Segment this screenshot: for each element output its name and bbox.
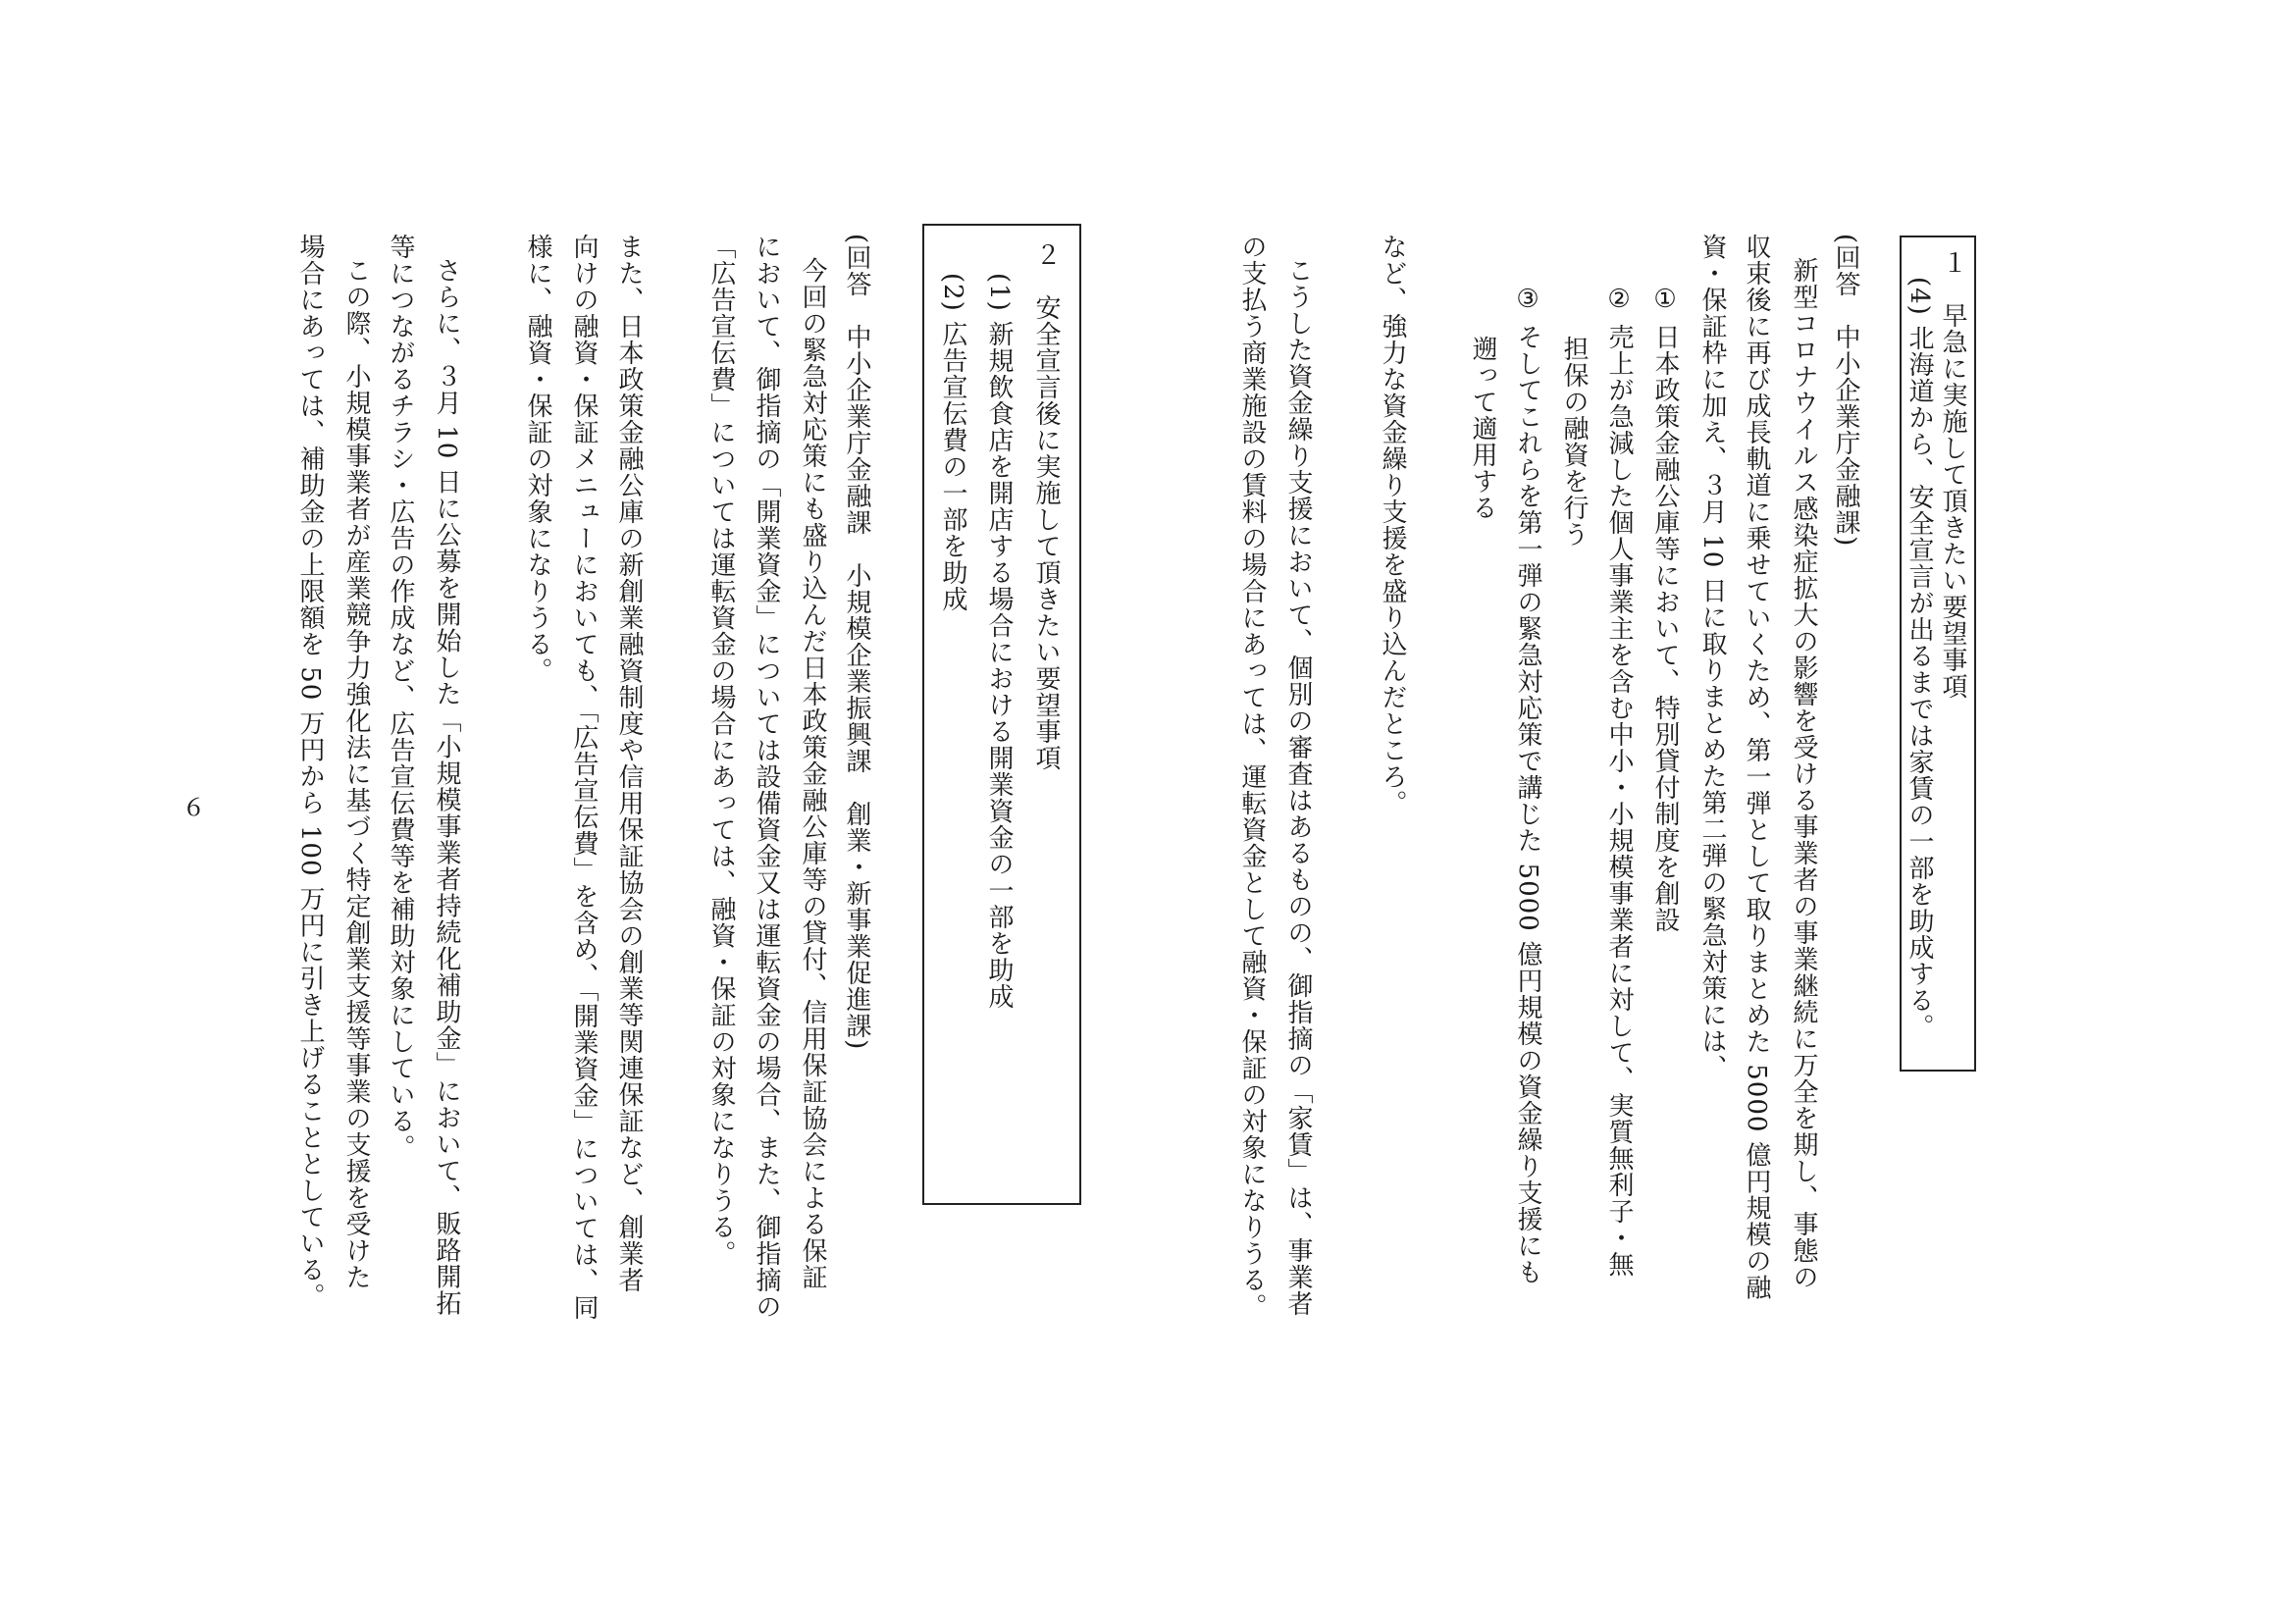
answer2-line-10: 場合にあっては、補助金の上限額を 50 万円から 100 万円に引き上げることとしている。	[295, 234, 325, 1310]
answer2-line-7: さらに、３月 10 日に公募を開始した「小規模事業者持続化補助金」において、販路開拓	[432, 257, 461, 1317]
answer1-line-6: 担保の融資を行う	[1559, 336, 1589, 548]
answer1-line-3: 資・保証枠に加え、３月 10 日に取りまとめた第二弾の緊急対策には、	[1697, 234, 1727, 1081]
answer1-line-7: ③ そしてこれらを第一弾の緊急対応策で講じた 5000 億円規模の資金繰り支援にも	[1513, 285, 1542, 1285]
answer2-line-2: において、御指摘の「開業資金」については設備資金又は運転資金の場合、また、御指摘の	[752, 234, 781, 1320]
answer1-line-10: こうした資金繰り支援において、個別の審査はあるものの、御指摘の「家賃」は、事業者	[1283, 257, 1313, 1317]
section1-item-4: (4) 北海道から、安全宣言が出るまでは家賃の一部を助成する。	[1905, 277, 1934, 1041]
section2-item-2: (2) 広告宣伝費の一部を助成	[938, 273, 967, 613]
answer1-line-2: 収束後に再び成長軌道に乗せていくため、第一弾として取りまとめた 5000 億円規模の融	[1742, 234, 1771, 1301]
page-number: ６	[178, 795, 205, 818]
answer2-line-5: 向けの融資・保証メニューにおいても、「広告宣伝費」を含め、「開業資金」については、同	[569, 234, 599, 1321]
answer1-line-11: の支払う商業施設の賃料の場合にあっては、運転資金として融資・保証の対象になりうる。	[1237, 234, 1267, 1320]
answer2-line-3: 「広告宣伝費」については運転資金の場合にあっては、融資・保証の対象になりうる。	[706, 234, 736, 1267]
section1-answer-label: (回答 中小企業庁金融課)	[1831, 234, 1860, 548]
answer1-line-1: 新型コロナウイルス感染症拡大の影響を受ける事業者の事業継続に万全を期し、事態の	[1789, 257, 1818, 1290]
answer1-line-8: 遡って適用する	[1468, 336, 1497, 521]
answer2-line-8: 等につながるチラシ・広告の作成など、広告宣伝費等を補助対象にしている。	[386, 234, 415, 1161]
answer2-line-6: 様に、融資・保証の対象になりうる。	[523, 234, 552, 684]
answer1-line-9: など、強力な資金繰り支援を盛り込んだところ。	[1378, 234, 1407, 816]
section2-answer-label: (回答 中小企業庁金融課 小規模企業振興課 創業・新事業促進課)	[842, 234, 871, 1051]
answer1-line-4: ① 日本政策金融公庫等において、特別貸付制度を創設	[1650, 285, 1680, 934]
section2-heading: ２ 安全宣言後に実施して頂きたい要望事項	[1031, 241, 1061, 771]
answer1-line-5: ② 売上が急減した個人事業主を含む中小・小規模事業者に対して、実質無利子・無	[1604, 285, 1634, 1279]
answer2-line-9: この際、小規模事業者が産業競争力強化法に基づく特定創業支援等事業の支援を受けた	[341, 257, 371, 1290]
answer2-line-4: また、日本政策金融公庫の新創業融資制度や信用保証協会の創業等関連保証など、創業者	[614, 234, 644, 1293]
section2-item-1: (1) 新規飲食店を開店する場合における開業資金の一部を助成	[984, 273, 1014, 1011]
answer2-line-1: 今回の緊急対応策にも盛り込んだ日本政策金融公庫等の貸付、信用保証協会による保証	[798, 257, 827, 1290]
section1-heading: １ 早急に実施して頂きたい要望事項	[1938, 249, 1967, 700]
